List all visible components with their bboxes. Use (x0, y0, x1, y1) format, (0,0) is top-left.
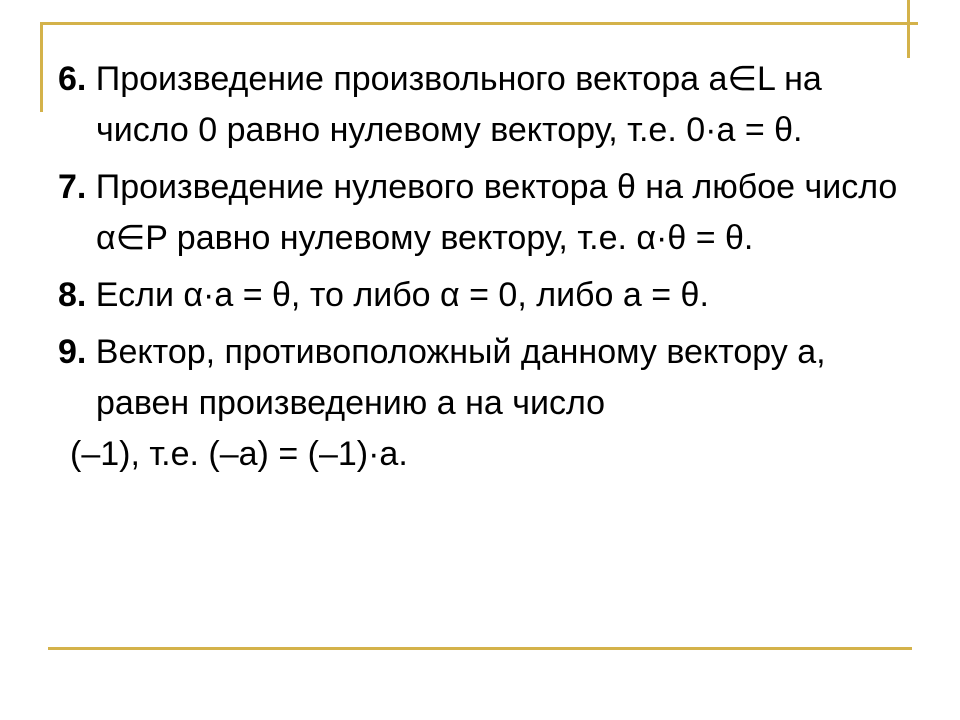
property-item-6 (58, 54, 908, 156)
item-number: 9. (58, 333, 87, 371)
item-text: Вектор, противоположный данному вектору а, равен произведению а на число (86, 333, 826, 422)
item-number: 7. (58, 168, 87, 206)
property-item-7 (58, 162, 908, 264)
item-number: 8. (58, 276, 87, 314)
item-text: Произведение нулевого вектора θ на любое число α∈P равно нулевому вектору, т.е. α·θ = θ. (86, 168, 898, 257)
property-item-9 (58, 327, 908, 480)
item-text: Если α·а = θ, то либо α = 0, либо а = θ. (86, 276, 709, 314)
slide-frame-top-line (40, 22, 918, 25)
item-number: 6. (58, 60, 87, 98)
property-item-8 (58, 270, 908, 321)
item-text-continuation: (–1), т.е. (–а) = (–1)·а. (70, 435, 408, 473)
slide-frame-bottom-line (48, 647, 912, 650)
slide-frame-right-line (907, 0, 910, 58)
slide-frame-left-line (40, 22, 43, 112)
slide-content (58, 54, 908, 486)
item-text: Произведение произвольного вектора а∈L на число 0 равно нулевому вектору, т.е. 0·а = θ. (86, 60, 822, 149)
